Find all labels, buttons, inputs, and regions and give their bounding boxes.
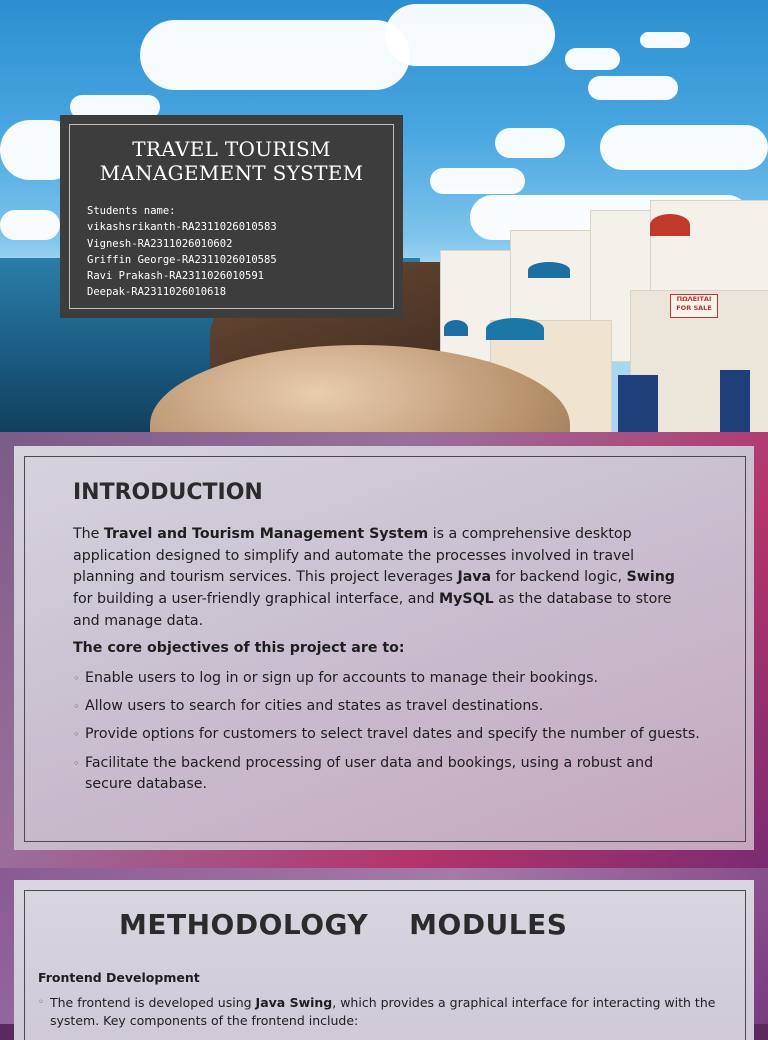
intro-bold: Java (457, 569, 492, 586)
objective-text: Allow users to search for cities and states as travel destinations. (85, 698, 544, 715)
intro-paragraph (73, 524, 683, 633)
cloud (565, 48, 620, 70)
objective-text: Enable users to log in or sign up for accounts to manage their bookings. (85, 670, 599, 686)
subheading: Frontend Development (38, 970, 200, 985)
bullet-icon: ◦ (73, 728, 80, 742)
title-frame (69, 124, 394, 309)
cloud (588, 76, 678, 100)
intro-text: for building a user-friendly graphical interface, and (73, 591, 439, 608)
bullet-icon: ◦ (38, 997, 44, 1008)
intro-text: for backend logic, (491, 569, 627, 586)
blue-railing (618, 375, 658, 432)
title-slide (0, 0, 768, 432)
bullet-icon: ◦ (73, 756, 80, 770)
list-item (73, 753, 703, 796)
students-label: Students name: (87, 205, 176, 217)
section-heading: INTRODUCTION (73, 480, 263, 505)
methodology-slide (0, 868, 768, 1028)
blue-dome (486, 318, 544, 340)
title-box (60, 115, 403, 318)
cloud (385, 4, 555, 66)
bullet-icon: ◦ (73, 700, 80, 714)
intro-text: as the database to store and manage data. (73, 591, 672, 629)
bullet-icon: ◦ (73, 672, 80, 685)
para-text: , which provides a graphical interface for interacting with the system. Key components of the frontend include: (50, 995, 716, 1028)
section-heading: METHODOLOGY MODULES (119, 908, 568, 941)
frontend-paragraph (38, 994, 740, 1030)
sign-line-2: FOR SALE (676, 304, 712, 312)
list-item (73, 696, 703, 718)
student-name: vikashsrikanth-RA2311026010583 (87, 221, 277, 234)
objective-text: Facilitate the backend processing of user data and bookings, using a robust and secure database. (85, 754, 654, 793)
para-text: The frontend is developed using (50, 995, 256, 1010)
introduction-slide (0, 432, 768, 868)
blue-dome (528, 262, 570, 278)
intro-text: The (73, 526, 104, 542)
intro-text: is a comprehensive desktop application designed to simplify and automate the processes involved in travel planning and tourism services. This project leverages (73, 526, 635, 586)
intro-bold: Travel and Tourism Management System (103, 526, 429, 542)
red-dome (650, 214, 690, 236)
cloud (140, 20, 410, 90)
objective-text: Provide options for customers to select travel dates and specify the number of guests. (85, 726, 700, 743)
title-line-1: TRAVEL TOURISM (132, 137, 331, 161)
objectives-list (73, 668, 703, 803)
student-name: Ravi Prakash-RA2311026010591 (87, 270, 265, 283)
content-panel (14, 880, 754, 1040)
cloud (0, 210, 60, 240)
for-sale-sign (670, 294, 718, 318)
student-name: Vignesh-RA2311026010602 (87, 237, 233, 250)
blue-railing (720, 370, 750, 432)
para-bold: Java Swing (255, 995, 333, 1010)
title-line-2: MANAGEMENT SYSTEM (99, 161, 364, 185)
sign-line-1: ΠΩΛΕΙΤΑΙ (676, 295, 712, 303)
cloud (640, 32, 690, 48)
intro-bold: MySQL (438, 591, 494, 608)
student-name: Deepak-RA2311026010618 (87, 286, 227, 299)
student-name: Griffin George-RA2311026010585 (87, 253, 277, 266)
cloud (495, 128, 565, 158)
students-list (87, 203, 277, 301)
blue-dome (444, 320, 468, 336)
list-item (73, 724, 703, 746)
cloud (600, 125, 768, 170)
intro-bold: Swing (626, 569, 675, 586)
presentation-title (70, 137, 393, 185)
objectives-heading: The core objectives of this project are to: (73, 640, 405, 656)
list-item (73, 668, 703, 690)
